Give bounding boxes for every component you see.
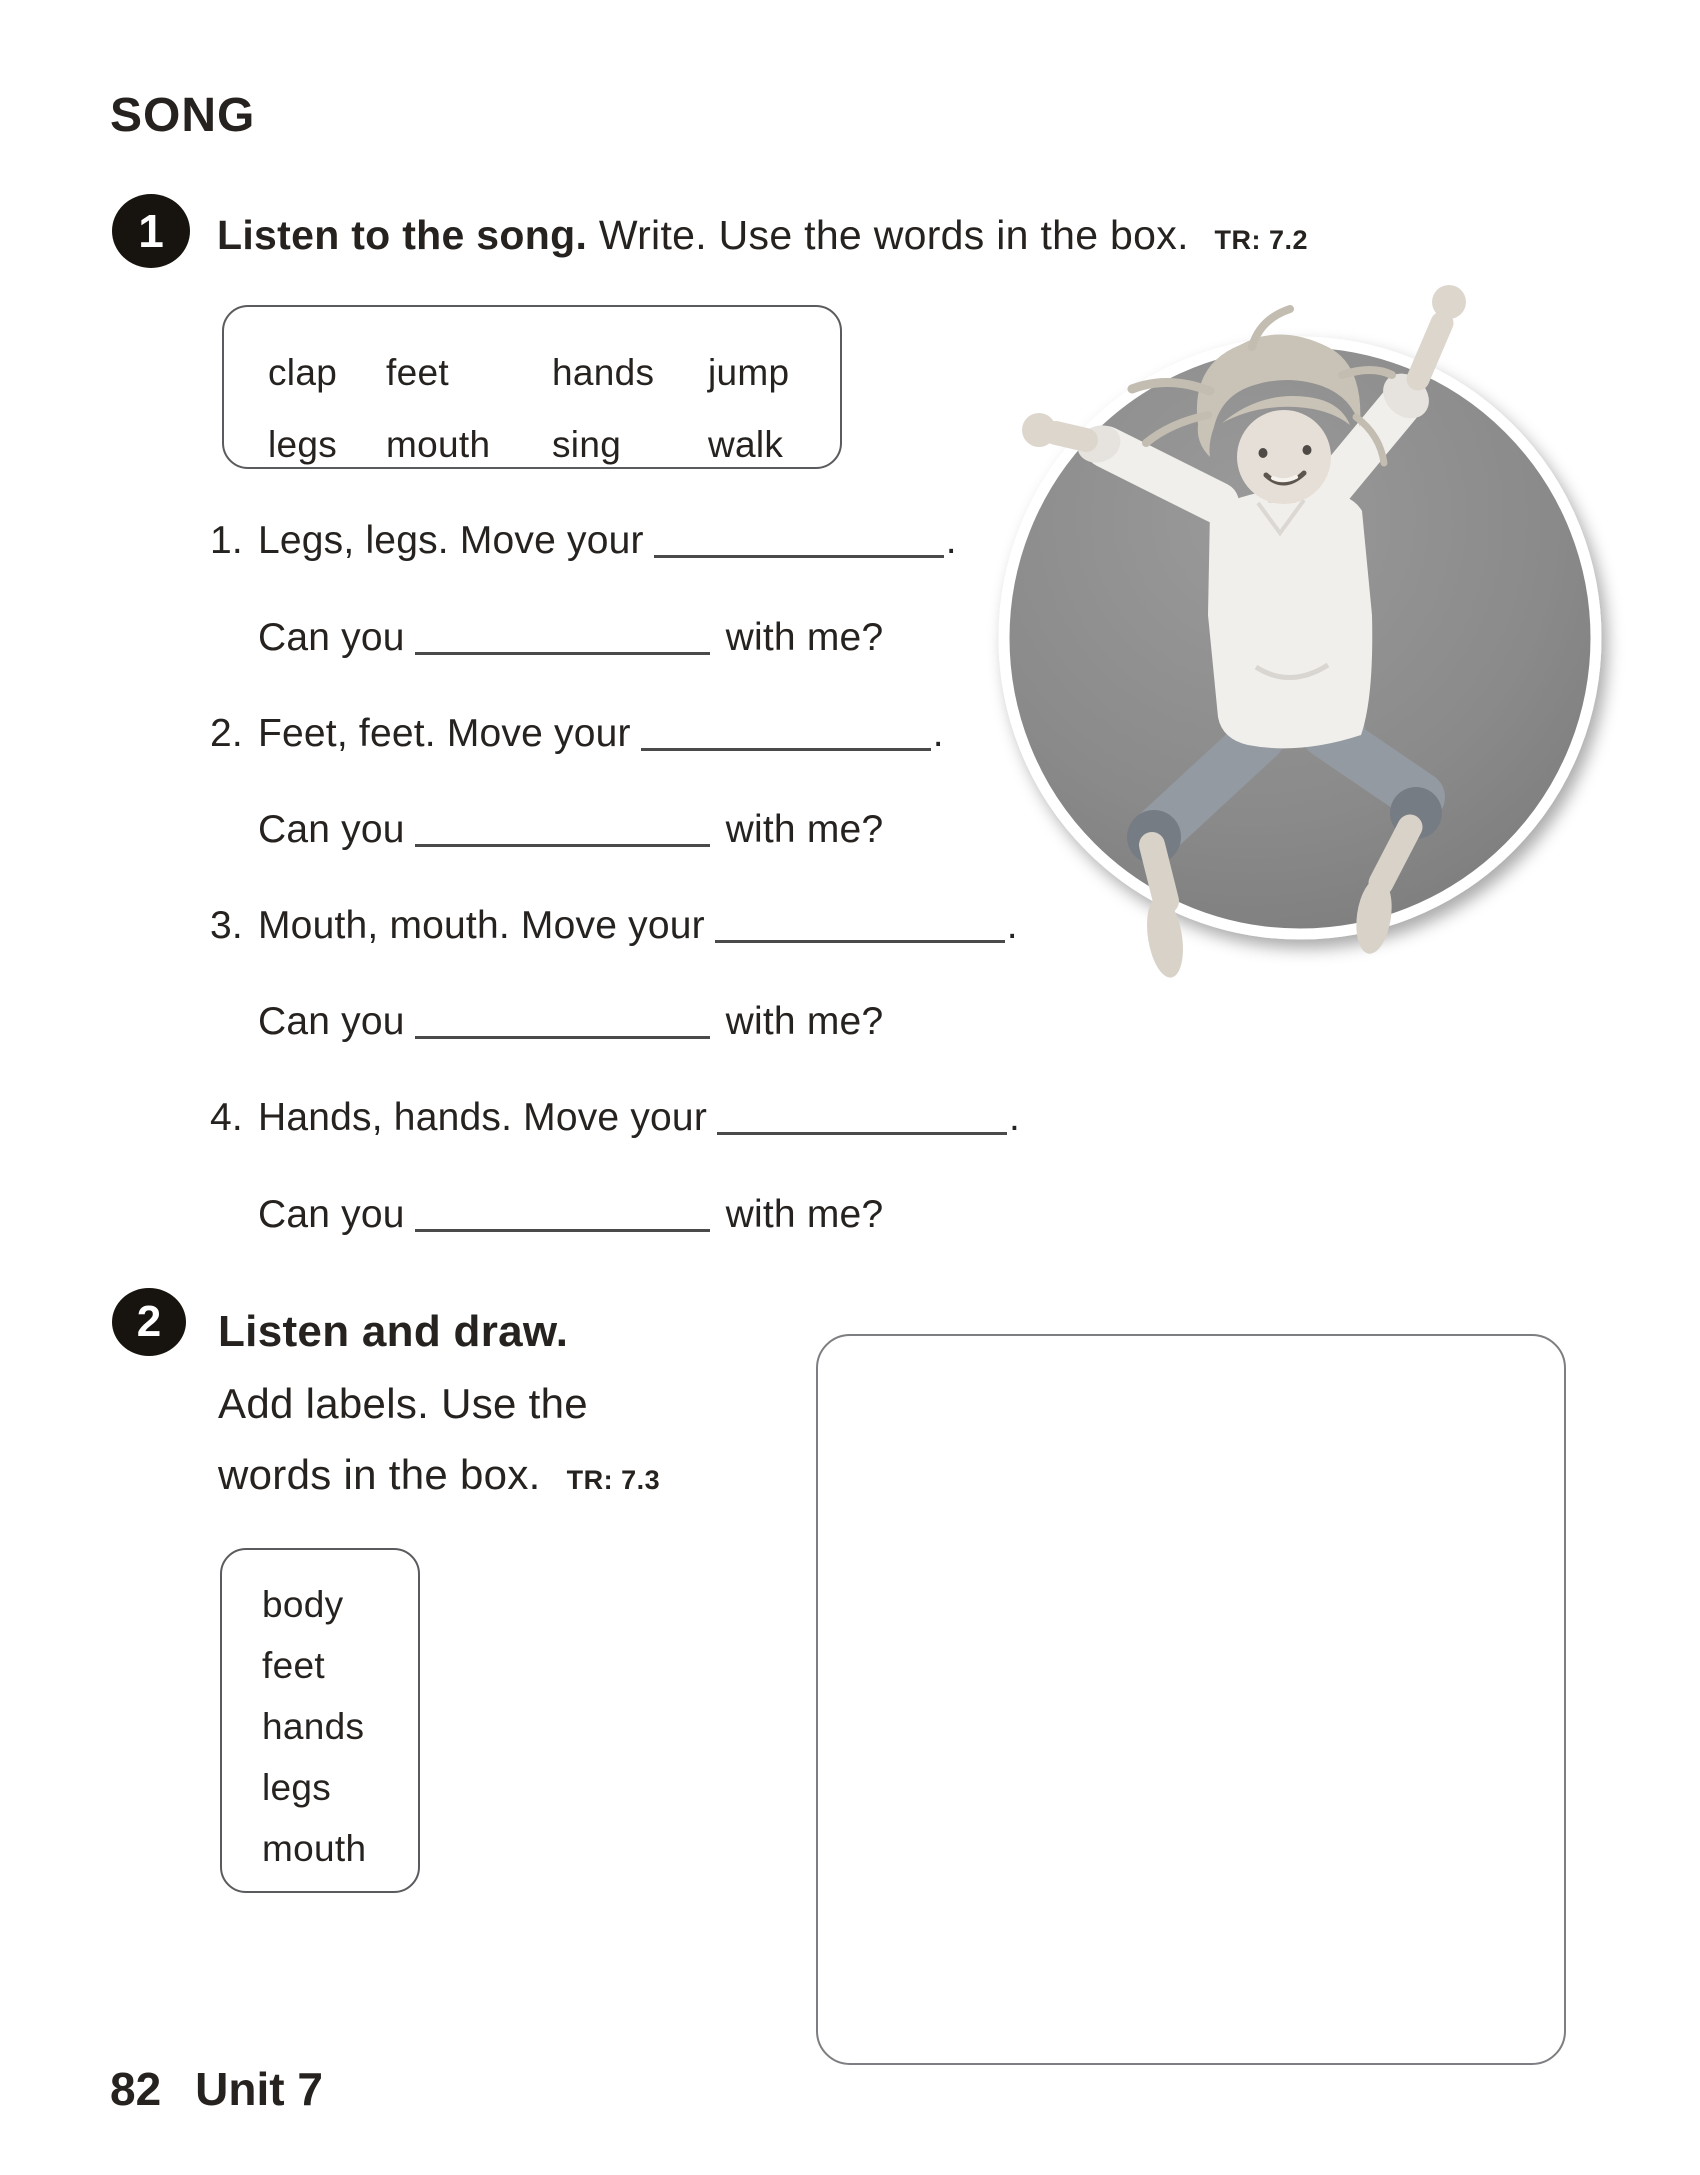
drawing-area[interactable] <box>816 1334 1566 2065</box>
item-3-line-2: Can you with me? <box>258 1000 884 1043</box>
activity-2-number: 2 <box>136 1297 162 1346</box>
word-mouth: mouth <box>386 424 491 465</box>
activity-1-instruction-bold: Listen to the song. <box>217 212 588 258</box>
word-legs: legs <box>262 1767 332 1808</box>
item-1-line-2: Can you with me? <box>258 616 884 659</box>
word-legs: legs <box>268 424 338 465</box>
item-4-line-1: 4. Hands, hands. Move your . <box>210 1096 1021 1139</box>
answer-blank-3a[interactable] <box>715 940 1005 943</box>
item-4-number: 4. <box>210 1096 243 1139</box>
item-3-number: 3. <box>210 904 243 947</box>
word-feet: feet <box>386 352 449 393</box>
item-2-line-1: 2. Feet, feet. Move your . <box>210 712 944 755</box>
face <box>1237 410 1331 504</box>
activity-1-track-ref: TR: 7.2 <box>1214 225 1308 255</box>
answer-blank-4b[interactable] <box>415 1229 710 1232</box>
activity-2-instruction-bold: Listen and draw. <box>218 1307 569 1356</box>
word-box-row <box>268 337 840 409</box>
answer-blank-4a[interactable] <box>717 1132 1007 1135</box>
word-clap: clap <box>268 352 338 393</box>
word-sing: sing <box>552 424 622 465</box>
item-1-line-1: 1. Legs, legs. Move your . <box>210 519 957 562</box>
activity-2-instruction-line-3: words in the box. TR: 7.3 <box>218 1451 661 1498</box>
word-box-row <box>268 409 840 481</box>
answer-blank-1b[interactable] <box>415 652 710 655</box>
activity-1-instruction-regular: Write. Use the words in the box. <box>587 212 1189 258</box>
item-3-line-1: 3. Mouth, mouth. Move your . <box>210 904 1018 947</box>
shirt <box>1208 488 1372 748</box>
answer-blank-1a[interactable] <box>654 555 944 558</box>
jumping-girl-photo-svg <box>960 185 1660 1065</box>
activity-1-badge <box>112 194 190 268</box>
page-title: SONG <box>110 89 256 142</box>
word-hands: hands <box>552 352 655 393</box>
item-4-line-2: Can you with me? <box>258 1193 884 1236</box>
answer-blank-3b[interactable] <box>415 1036 710 1039</box>
answer-blank-2a[interactable] <box>641 748 931 751</box>
word-jump: jump <box>708 352 790 393</box>
unit-label: Unit 7 <box>195 2063 323 2115</box>
word-feet: feet <box>262 1645 325 1686</box>
fist-right <box>1432 285 1466 319</box>
item-2-number: 2. <box>210 712 243 755</box>
activity-2-badge <box>112 1288 186 1356</box>
page-footer <box>110 2062 323 2116</box>
page-number: 82 <box>110 2063 162 2115</box>
item-1-number: 1. <box>210 519 243 562</box>
fist-left <box>1022 413 1056 447</box>
activity-1-word-box <box>222 305 842 469</box>
word-hands: hands <box>262 1706 365 1747</box>
answer-blank-2b[interactable] <box>415 844 710 847</box>
word-body: body <box>262 1584 344 1625</box>
word-walk: walk <box>708 424 784 465</box>
activity-2-instruction-line-2: Add labels. Use the <box>218 1380 588 1427</box>
jumping-girl-photo <box>960 185 1660 1065</box>
activity-1-number: 1 <box>138 205 164 257</box>
word-mouth: mouth <box>262 1828 367 1869</box>
item-2-line-2: Can you with me? <box>258 808 884 851</box>
activity-2-word-box <box>220 1548 420 1893</box>
activity-2-track-ref: TR: 7.3 <box>566 1465 661 1495</box>
